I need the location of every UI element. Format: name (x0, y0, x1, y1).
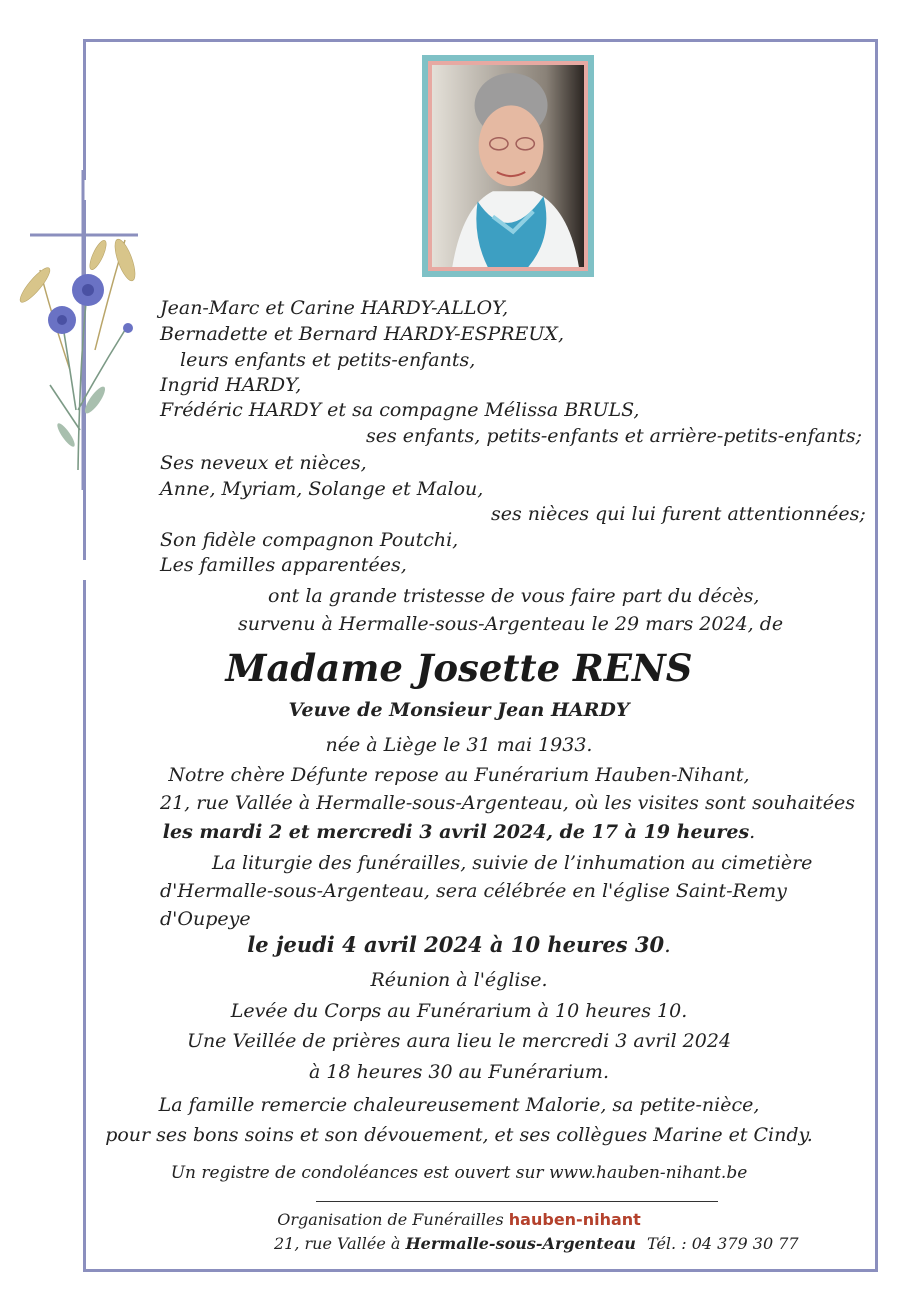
birth-info: née à Liège le 31 mai 1933. (325, 734, 593, 756)
announcement-line: ont la grande tristesse de vous faire part du décès, (268, 585, 760, 607)
rest-info: 21, rue Vallée à Hermalle-sous-Argenteau, où les visites sont souhaitées (160, 792, 856, 814)
thanks-line: La famille remercie chaleureusement Malorie, sa petite-nièce, (158, 1094, 760, 1116)
liturgy-info: d'Oupeye (160, 908, 251, 930)
family-line: leurs enfants et petits-enfants, (180, 349, 476, 371)
vigil-info: Une Veillée de prières aura lieu le mercredi 3 avril 2024 (186, 1030, 732, 1052)
footer-address: 21, rue Vallée à Hermalle-sous-Argenteau Tél. : 04 379 30 77 (274, 1234, 799, 1253)
condolence-register: Un registre de condoléances est ouvert sur www.hauben-nihant.be (170, 1163, 748, 1183)
footer-organisation: Organisation de Funérailles hauben-nihant (277, 1210, 641, 1229)
visit-dates: les mardi 2 et mercredi 3 avril 2024, de 17 à 19 heures (162, 821, 750, 843)
family-line: Jean-Marc et Carine HARDY-ALLOY, (160, 297, 509, 319)
family-line: Les familles apparentées, (160, 554, 407, 576)
family-line: Ses neveux et nièces, (160, 452, 367, 474)
family-line: Frédéric HARDY et sa compagne Mélissa BRULS, (160, 399, 640, 421)
liturgy-info: La liturgie des funérailles, suivie de l’inhumation au cimetière (212, 852, 813, 874)
announcement-line: survenu à Hermalle-sous-Argenteau le 29 mars 2024, de (238, 613, 784, 635)
footer-divider (316, 1201, 718, 1202)
ceremony-date: le jeudi 4 avril 2024 à 10 heures 30. (247, 932, 671, 957)
deceased-name: Madame Josette RENS (225, 646, 693, 690)
thanks-line: pour ses bons soins et son dévouement, et ses collègues Marine et Cindy. (105, 1124, 813, 1146)
brand-logo: hauben-nihant (508, 1210, 641, 1229)
family-line: Son fidèle compagnon Poutchi, (160, 529, 459, 551)
family-line: Anne, Myriam, Solange et Malou, (160, 478, 484, 500)
family-line: Ingrid HARDY, (160, 374, 302, 396)
border-gap (79, 560, 90, 580)
portrait-photo (432, 65, 584, 267)
levee-info: Levée du Corps au Funérarium à 10 heures 10. (230, 1000, 688, 1022)
vigil-info: à 18 heures 30 au Funérarium. (308, 1061, 609, 1083)
family-line: Bernadette et Bernard HARDY-ESPREUX, (160, 323, 565, 345)
cornflower-icon (48, 274, 133, 334)
leaf-icon (55, 384, 109, 449)
widow-of: Veuve de Monsieur Jean HARDY (288, 699, 630, 721)
family-line: ses enfants, petits-enfants et arrière-petits-enfants; (366, 425, 863, 447)
meeting-info: Réunion à l'église. (370, 969, 548, 991)
wheat-icon (16, 237, 139, 370)
visit-hours: les mardi 2 et mercredi 3 avril 2024, de 17 à 19 heures. (162, 821, 756, 843)
rest-info: Notre chère Défunte repose au Funérarium Hauben-Nihant, (168, 764, 750, 786)
footer-phone: Tél. : 04 379 30 77 (647, 1234, 799, 1253)
cross-flowers-decoration (0, 170, 160, 490)
family-line: ses nièces qui lui furent attentionnées; (491, 503, 866, 525)
liturgy-info: d'Hermalle-sous-Argenteau, sera célébrée en l'église Saint-Remy (160, 880, 787, 902)
portrait-frame (422, 55, 594, 277)
